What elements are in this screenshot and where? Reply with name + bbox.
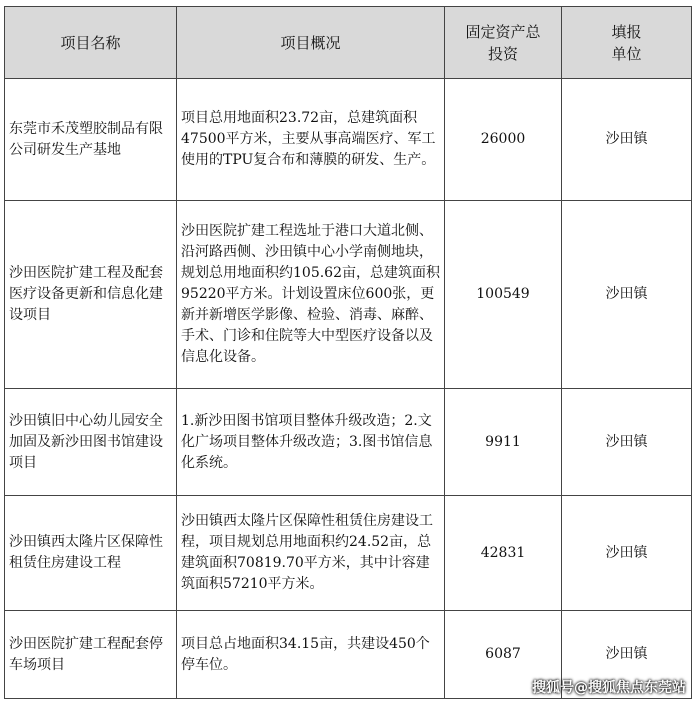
table-row bbox=[5, 496, 692, 611]
project-overview: 沙田镇西太隆片区保障性租赁住房建设工程，项目规划总用地面积约24.52亩，总建筑面积70819.70平方米，其中计容建筑面积57210平方米。 bbox=[177, 496, 445, 611]
header-investment-label: 固定资产总投资 bbox=[465, 22, 541, 63]
project-name: 东莞市禾茂塑胶制品有限公司研发生产基地 bbox=[5, 79, 177, 201]
header-unit-label: 填报单位 bbox=[611, 22, 642, 63]
watermark: 搜狐号@搜狐焦点东莞站 bbox=[532, 680, 686, 696]
project-name: 沙田医院扩建工程及配套医疗设备更新和信息化建设项目 bbox=[5, 201, 177, 389]
header-row bbox=[5, 7, 692, 79]
project-unit: 沙田镇 bbox=[562, 79, 692, 201]
project-name: 沙田医院扩建工程配套停车场项目 bbox=[5, 611, 177, 699]
project-investment: 100549 bbox=[445, 201, 562, 389]
header-overview: 项目概况 bbox=[177, 7, 445, 79]
project-overview: 项目总占地面积34.15亩，共建设450个停车位。 bbox=[177, 611, 445, 699]
project-investment: 6087 bbox=[445, 611, 562, 699]
project-investment: 9911 bbox=[445, 389, 562, 496]
project-name: 沙田镇旧中心幼儿园安全加固及新沙田图书馆建设项目 bbox=[5, 389, 177, 496]
table-row bbox=[5, 79, 692, 201]
project-investment: 26000 bbox=[445, 79, 562, 201]
project-overview: 沙田医院扩建工程选址于港口大道北侧、沿河路西侧、沙田镇中心小学南侧地块，规划总用地面积约105.62亩，总建筑面积95220平方米。计划设置床位600张，更新并新增医学影像、检验、消毒、麻醉、手术、门诊和住院等大中型医疗设备以及信息化设备。 bbox=[177, 201, 445, 389]
table-row bbox=[5, 201, 692, 389]
header-name: 项目名称 bbox=[5, 7, 177, 79]
project-investment: 42831 bbox=[445, 496, 562, 611]
project-overview: 1.新沙田图书馆项目整体升级改造；2.文化广场项目整体升级改造；3.图书馆信息化系统。 bbox=[177, 389, 445, 496]
project-unit: 沙田镇 bbox=[562, 201, 692, 389]
project-unit: 沙田镇 bbox=[562, 389, 692, 496]
project-unit: 沙田镇 bbox=[562, 496, 692, 611]
project-overview: 项目总用地面积23.72亩，总建筑面积47500平方米，主要从事高端医疗、军工使用的TPU复合布和薄膜的研发、生产。 bbox=[177, 79, 445, 201]
table-row bbox=[5, 389, 692, 496]
header-investment bbox=[445, 7, 562, 79]
project-unit: 沙田镇 bbox=[562, 611, 692, 699]
projects-table bbox=[4, 6, 692, 699]
project-name: 沙田镇西太隆片区保障性租赁住房建设工程 bbox=[5, 496, 177, 611]
header-unit bbox=[562, 7, 692, 79]
